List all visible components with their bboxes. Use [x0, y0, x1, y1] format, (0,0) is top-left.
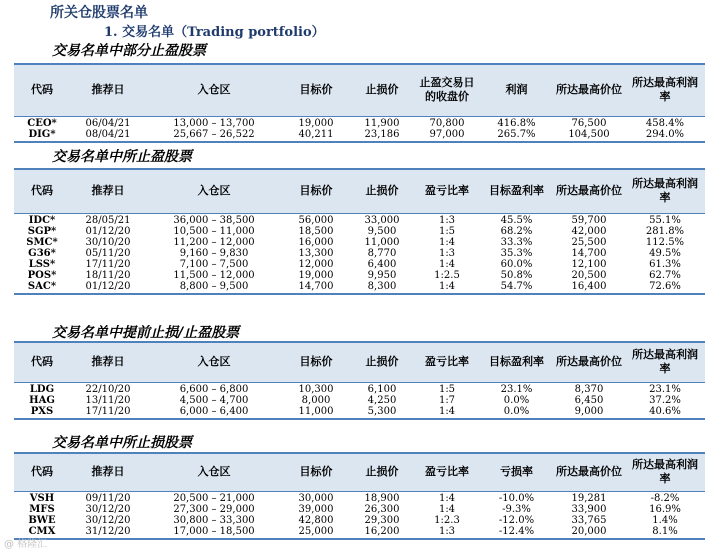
cell-col7: 33.3%	[500, 237, 533, 248]
cell-target-price: 19,000	[298, 118, 334, 129]
header-loss-rate: 亏损率	[480, 453, 553, 491]
table-partial-profit	[14, 63, 705, 143]
cell-col7: 0.0%	[480, 407, 553, 419]
cell-entry-zone: 27,300 – 29,000	[173, 504, 255, 515]
cell-highest-price: 42,000	[571, 226, 607, 237]
table-row	[14, 407, 705, 419]
cell-code: SAC*	[14, 282, 70, 294]
cell-stop-loss: 33,000	[364, 215, 400, 226]
cell-highest-return: 8.1%	[625, 527, 705, 539]
section-title-early-exit: 交易名单中提前止损/止盈股票	[52, 325, 240, 341]
table-row	[14, 116, 705, 130]
header-code: 代码	[14, 342, 70, 382]
header-stop-loss: 止损价	[350, 64, 414, 116]
cell-col7: 50.8%	[500, 270, 533, 281]
cell-code: DIG*	[14, 130, 70, 142]
cell-recommend-date: 28/05/21	[85, 215, 131, 226]
header-recommend-date: 推荐日	[70, 342, 146, 382]
table-row	[14, 382, 705, 396]
cell-col6: 1:2.5	[434, 270, 460, 281]
cell-col7: 265.7%	[480, 130, 553, 142]
cell-col7: 60.0%	[500, 259, 533, 270]
cell-entry-zone: 11,500 – 12,000	[173, 270, 255, 281]
header-highest-price: 所达最高价位	[553, 64, 625, 116]
table-header-row	[14, 453, 705, 491]
cell-highest-price: 104,500	[553, 130, 625, 142]
table-row	[14, 213, 705, 227]
cell-entry-zone: 13,000 – 13,700	[173, 118, 255, 129]
header-code: 代码	[14, 453, 70, 491]
cell-entry-zone: 10,500 – 11,000	[173, 226, 255, 237]
cell-entry-zone: 20,500 – 21,000	[173, 493, 255, 504]
cell-stop-loss: 16,200	[350, 527, 414, 539]
header-close-price: 止盈交易日的收盘价	[414, 64, 480, 116]
table-row	[14, 491, 705, 505]
cell-stop-loss: 23,186	[350, 130, 414, 142]
header-highest-price: 所达最高价位	[553, 342, 625, 382]
cell-highest-price: 33,900	[571, 504, 607, 515]
header-recommend-date: 推荐日	[70, 453, 146, 491]
header-code: 代码	[14, 64, 70, 116]
cell-highest-price: 6,450	[574, 395, 604, 406]
cell-highest-return: 294.0%	[625, 130, 705, 142]
cell-highest-return: 37.2%	[649, 395, 681, 406]
header-highest-price: 所达最高价位	[553, 169, 625, 213]
cell-stop-loss: 26,300	[364, 504, 400, 515]
cell-target-price: 42,800	[298, 515, 334, 526]
cell-highest-price: 12,100	[571, 259, 607, 270]
cell-target-price: 12,000	[298, 259, 334, 270]
section-title-stop-loss: 交易名单中所止损股票	[52, 435, 192, 451]
cell-code: POS*	[27, 270, 57, 281]
cell-col6: 1:5	[438, 384, 456, 395]
cell-highest-return: 458.4%	[645, 118, 685, 129]
cell-recommend-date: 30/12/20	[85, 504, 131, 515]
cell-col6: 97,000	[414, 130, 480, 142]
cell-target-price: 14,700	[282, 282, 350, 294]
cell-entry-zone: 30,800 – 33,300	[173, 515, 255, 526]
table-row	[14, 238, 705, 249]
cell-recommend-date: 31/12/20	[70, 527, 146, 539]
table-header-row	[14, 342, 705, 382]
header-risk-reward: 盈亏比率	[414, 169, 480, 213]
cell-entry-zone: 36,000 – 38,500	[173, 215, 255, 226]
header-entry-zone: 入仓区	[146, 169, 282, 213]
cell-entry-zone: 8,800 – 9,500	[146, 282, 282, 294]
cell-col6: 1:4	[414, 407, 480, 419]
cell-highest-price: 20,500	[571, 270, 607, 281]
cell-recommend-date: 22/10/20	[85, 384, 131, 395]
cell-highest-price: 14,700	[571, 248, 607, 259]
cell-col6: 1:4	[438, 259, 456, 270]
table-early-exit	[14, 341, 705, 420]
cell-target-price: 56,000	[298, 215, 334, 226]
cell-code: SMC*	[26, 237, 58, 248]
cell-stop-loss: 6,100	[367, 384, 397, 395]
header-recommend-date: 推荐日	[70, 169, 146, 213]
cell-highest-price: 9,000	[553, 407, 625, 419]
cell-target-price: 13,300	[298, 248, 334, 259]
cell-entry-zone: 7,100 – 7,500	[179, 259, 249, 270]
cell-code: VSH	[29, 493, 55, 504]
header-highest-price: 所达最高价位	[553, 453, 625, 491]
cell-highest-price: 25,500	[571, 237, 607, 248]
cell-highest-return: 1.4%	[652, 515, 678, 526]
cell-recommend-date: 05/11/20	[85, 248, 131, 259]
cell-code: LDG	[29, 384, 55, 395]
cell-col6: 1:2.3	[434, 515, 460, 526]
section-title-take-profit: 交易名单中所止盈股票	[52, 149, 192, 165]
cell-col6: 1:5	[438, 226, 456, 237]
cell-col7: -12.4%	[480, 527, 553, 539]
cell-col6: 1:4	[438, 237, 456, 248]
cell-col6: 1:3	[438, 215, 456, 226]
cell-target-price: 10,300	[298, 384, 334, 395]
cell-col7: 68.2%	[500, 226, 533, 237]
cell-target-price: 8,000	[301, 395, 331, 406]
cell-entry-zone: 25,667 – 26,522	[146, 130, 282, 142]
cell-highest-return: 16.9%	[649, 504, 681, 515]
cell-entry-zone: 4,500 – 4,700	[179, 395, 249, 406]
page-title: 所关仓股票名单	[50, 5, 148, 21]
cell-recommend-date: 09/11/20	[85, 493, 131, 504]
cell-code: SGP*	[27, 226, 57, 237]
header-target-price: 目标价	[282, 342, 350, 382]
header-risk-reward: 盈亏比率	[414, 342, 480, 382]
table-take-profit	[14, 168, 705, 295]
cell-col7: 45.5%	[500, 215, 533, 226]
cell-stop-loss: 18,900	[364, 493, 400, 504]
cell-highest-price: 16,400	[553, 282, 625, 294]
header-highest-return: 所达最高利润率	[625, 169, 705, 213]
cell-col6: 1:4	[414, 282, 480, 294]
cell-col7: -12.0%	[498, 515, 535, 526]
cell-stop-loss: 8,770	[367, 248, 397, 259]
cell-col7: 54.7%	[480, 282, 553, 294]
table-row	[14, 282, 705, 294]
header-target-price: 目标价	[282, 169, 350, 213]
cell-entry-zone: 6,600 – 6,800	[179, 384, 249, 395]
cell-highest-return: 55.1%	[649, 215, 681, 226]
cell-code: MFS	[29, 504, 55, 515]
cell-recommend-date: 06/04/21	[85, 118, 131, 129]
table-row	[14, 227, 705, 238]
table-row	[14, 249, 705, 260]
header-profit: 利润	[480, 64, 553, 116]
cell-target-price: 11,000	[282, 407, 350, 419]
cell-code: PXS	[14, 407, 70, 419]
cell-col7: -10.0%	[498, 493, 535, 504]
cell-code: BWE	[28, 515, 56, 526]
cell-recommend-date: 30/10/20	[85, 237, 131, 248]
cell-code: IDC*	[28, 215, 56, 226]
cell-entry-zone: 9,160 – 9,830	[179, 248, 249, 259]
cell-highest-return: 281.8%	[645, 226, 685, 237]
cell-col6: 1:4	[438, 504, 456, 515]
table-stop-loss	[14, 452, 705, 540]
cell-recommend-date: 17/11/20	[70, 407, 146, 419]
header-target-return: 目标盈利率	[480, 342, 553, 382]
cell-col6: 1:4	[438, 493, 456, 504]
table-row	[14, 396, 705, 407]
header-highest-return: 所达最高利润率	[625, 453, 705, 491]
cell-stop-loss: 9,500	[367, 226, 397, 237]
table-row	[14, 271, 705, 282]
cell-stop-loss: 5,300	[350, 407, 414, 419]
cell-stop-loss: 6,400	[367, 259, 397, 270]
header-entry-zone: 入仓区	[146, 64, 282, 116]
cell-highest-price: 33,765	[571, 515, 607, 526]
cell-entry-zone: 6,000 – 6,400	[146, 407, 282, 419]
header-highest-return: 所达最高利润率	[625, 342, 705, 382]
cell-target-price: 39,000	[298, 504, 334, 515]
cell-target-price: 18,500	[298, 226, 334, 237]
cell-code: HAG	[29, 395, 55, 406]
cell-highest-return: 62.7%	[649, 270, 681, 281]
cell-highest-price: 59,700	[571, 215, 607, 226]
cell-stop-loss: 9,950	[367, 270, 397, 281]
cell-highest-return: 49.5%	[649, 248, 681, 259]
cell-target-price: 19,000	[298, 270, 334, 281]
cell-col7: -9.3%	[502, 504, 531, 515]
table-row	[14, 130, 705, 142]
cell-highest-return: 61.3%	[649, 259, 681, 270]
cell-stop-loss: 11,000	[364, 237, 400, 248]
cell-col6: 1:3	[438, 248, 456, 259]
cell-col6: 1:3	[414, 527, 480, 539]
header-target-return: 目标盈利率	[480, 169, 553, 213]
cell-col7: 35.3%	[500, 248, 533, 259]
header-recommend-date: 推荐日	[70, 64, 146, 116]
cell-stop-loss: 11,900	[364, 118, 400, 129]
cell-highest-return: 72.6%	[625, 282, 705, 294]
cell-code: CMX	[14, 527, 70, 539]
cell-col6: 70,800	[429, 118, 465, 129]
cell-highest-price: 8,370	[574, 384, 604, 395]
table-row	[14, 527, 705, 539]
cell-recommend-date: 01/12/20	[85, 226, 131, 237]
cell-col7: 0.0%	[503, 395, 530, 406]
cell-recommend-date: 13/11/20	[85, 395, 131, 406]
cell-recommend-date: 01/12/20	[70, 282, 146, 294]
cell-entry-zone: 17,000 – 18,500	[146, 527, 282, 539]
cell-stop-loss: 4,250	[367, 395, 397, 406]
cell-highest-return: 112.5%	[645, 237, 685, 248]
section-title-partial-profit: 交易名单中部分止盈股票	[52, 43, 206, 59]
cell-highest-return: 40.6%	[625, 407, 705, 419]
cell-recommend-date: 08/04/21	[70, 130, 146, 142]
cell-col7: 23.1%	[500, 384, 533, 395]
header-stop-loss: 止损价	[350, 169, 414, 213]
cell-stop-loss: 8,300	[350, 282, 414, 294]
cell-col6: 1:7	[438, 395, 456, 406]
header-highest-return: 所达最高利润率	[625, 64, 705, 116]
cell-highest-price: 19,281	[571, 493, 607, 504]
cell-stop-loss: 29,300	[364, 515, 400, 526]
page-subtitle: 1. 交易名单（Trading portfolio）	[104, 25, 325, 40]
table-row	[14, 260, 705, 271]
watermark: @ 格隆汇	[4, 539, 48, 550]
table-row	[14, 516, 705, 527]
cell-recommend-date: 18/11/20	[85, 270, 131, 281]
cell-target-price: 30,000	[298, 493, 334, 504]
cell-highest-price: 76,500	[571, 118, 607, 129]
header-entry-zone: 入仓区	[146, 453, 282, 491]
cell-col7: 416.8%	[497, 118, 536, 129]
table-row	[14, 505, 705, 516]
cell-highest-return: -8.2%	[650, 493, 680, 504]
cell-target-price: 25,000	[282, 527, 350, 539]
cell-code: CEO*	[27, 118, 57, 129]
header-code: 代码	[14, 169, 70, 213]
cell-target-price: 40,211	[282, 130, 350, 142]
header-risk-reward: 盈亏比率	[414, 453, 480, 491]
header-stop-loss: 止损价	[350, 342, 414, 382]
header-target-price: 目标价	[282, 453, 350, 491]
cell-highest-price: 20,000	[553, 527, 625, 539]
cell-target-price: 16,000	[298, 237, 334, 248]
cell-entry-zone: 11,200 – 12,000	[173, 237, 255, 248]
cell-code: G36*	[28, 248, 56, 259]
cell-recommend-date: 30/12/20	[85, 515, 131, 526]
header-stop-loss: 止损价	[350, 453, 414, 491]
cell-recommend-date: 17/11/20	[85, 259, 131, 270]
table-header-row	[14, 169, 705, 213]
header-target-price: 目标价	[282, 64, 350, 116]
header-entry-zone: 入仓区	[146, 342, 282, 382]
cell-code: LSS*	[28, 259, 56, 270]
cell-highest-return: 23.1%	[649, 384, 681, 395]
table-header-row	[14, 64, 705, 116]
